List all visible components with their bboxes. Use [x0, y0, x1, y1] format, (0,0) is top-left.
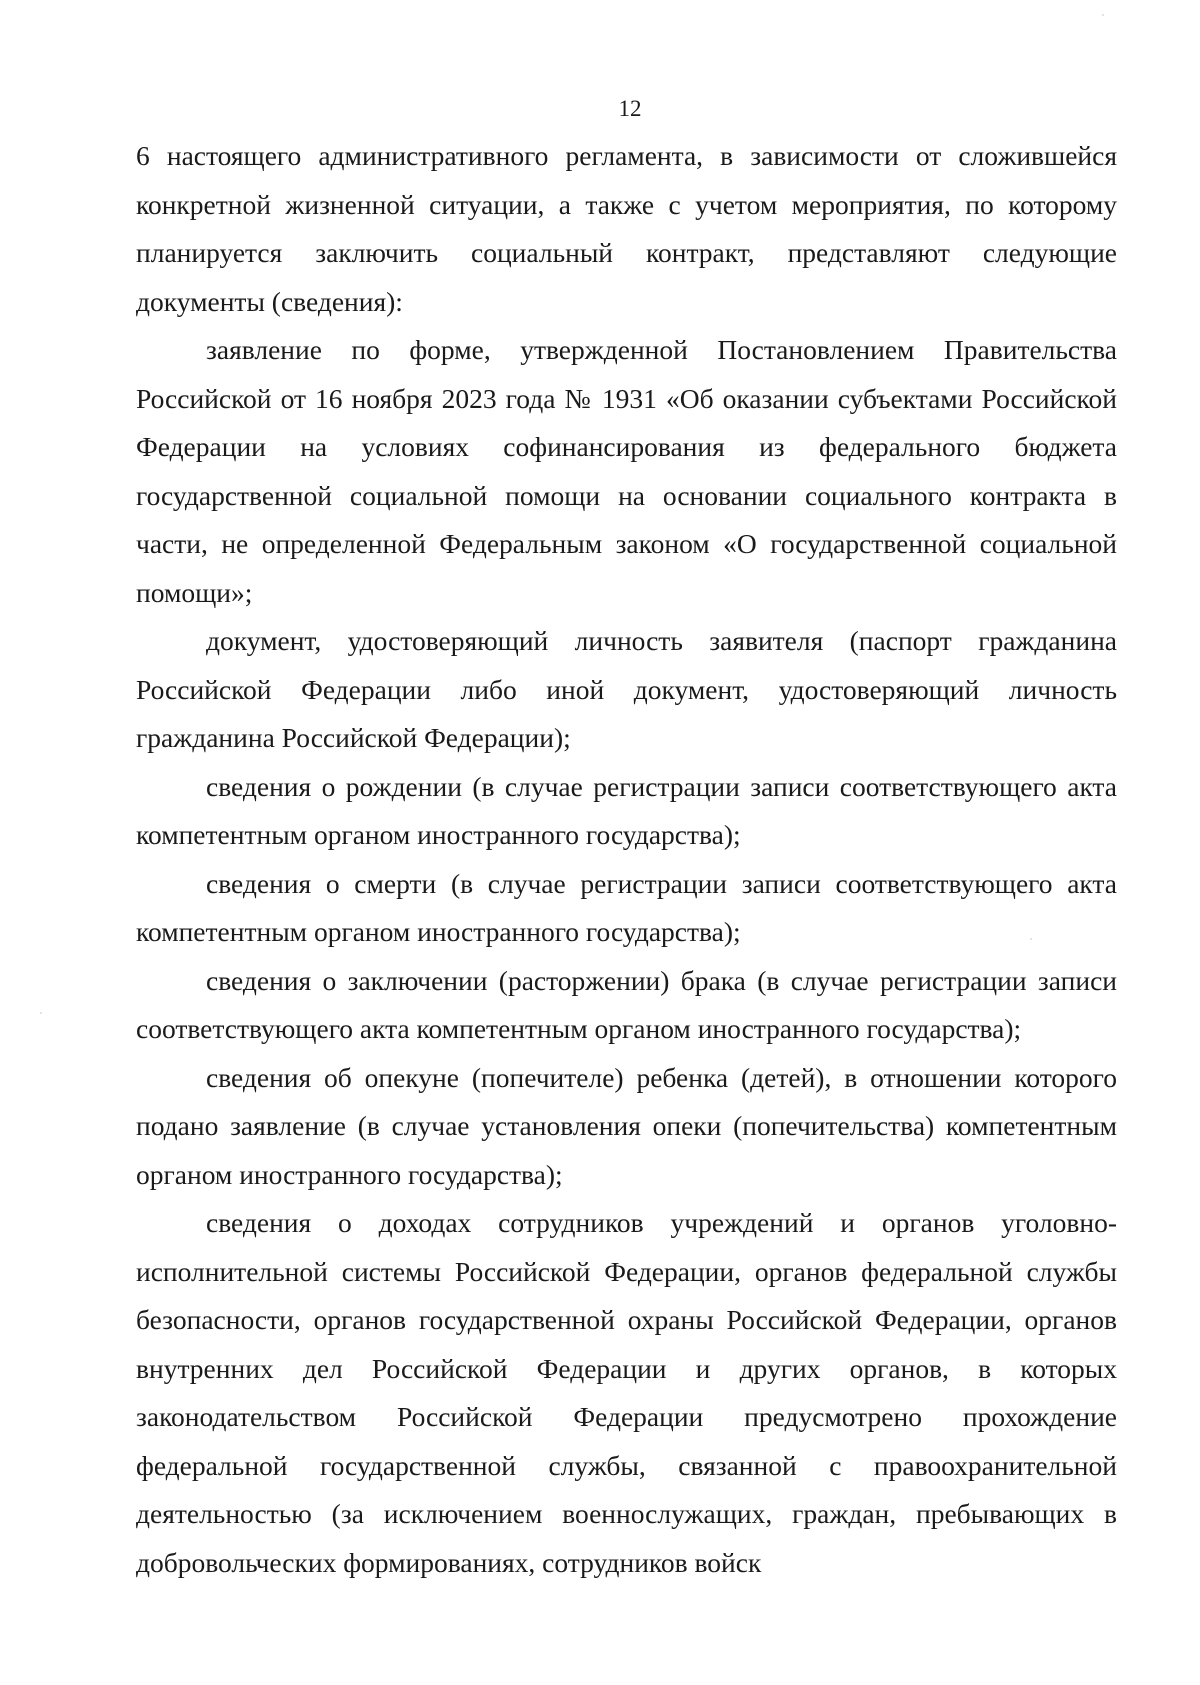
- scan-speck: [1102, 14, 1104, 16]
- paragraph-marriage-info: сведения о заключении (расторжении) брака (в случае регистрации записи соответствующего акта компетентным органом иностранного государства);: [136, 964, 1117, 1044]
- paragraph-continuation: 6 настоящего административного регламента, в зависимости от сложившейся конкретной жизненной ситуации, а также с учетом мероприятия, по которому планируется заключить социальный контракт, представляют следующие документы (сведения):: [136, 140, 1117, 317]
- page-number: 12: [618, 96, 642, 121]
- paragraph-death-info: сведения о смерти (в случае регистрации записи соответствующего акта компетентным органом иностранного государства);: [136, 867, 1117, 947]
- document-body: [136, 132, 1117, 1587]
- paragraph-application-form: заявление по форме, утвержденной Постановлением Правительства Российской от 16 ноября 2023 года № 1931 «Об оказании субъектами Российской Федерации на условиях софинансирования из федерального бюджета государственной социальной помощи на основании социального контракта в части, не определенной Федеральным законом «О государственной социальной помощи»;: [136, 334, 1117, 608]
- paragraph-guardian-info: сведения об опекуне (попечителе) ребенка (детей), в отношении которого подано заявление (в случае установления опеки (попечительства) компетентным органом иностранного государства);: [136, 1061, 1117, 1190]
- paragraph-birth-info: сведения о рождении (в случае регистрации записи соответствующего акта компетентным органом иностранного государства);: [136, 770, 1117, 850]
- scan-speck: [40, 1012, 42, 1014]
- paragraph-identity-document: документ, удостоверяющий личность заявителя (паспорт гражданина Российской Федерации либо иной документ, удостоверяющий личность гражданина Российской Федерации);: [136, 625, 1117, 753]
- scan-speck: [1030, 938, 1032, 940]
- paragraph-income-info: сведения о доходах сотрудников учреждений и органов уголовно-исполнительной системы Российской Федерации, органов федеральной службы безопасности, органов государственной охраны Российской Федерации, органов внутренних дел Российской Федерации и других органов, в которых законодательством Российской Федерации предусмотрено прохождение федеральной государственной службы, связанной с правоохранительной деятельностью (за исключением военнослужащих, граждан, пребывающих в добровольческих формированиях, сотрудников войск: [136, 1207, 1117, 1578]
